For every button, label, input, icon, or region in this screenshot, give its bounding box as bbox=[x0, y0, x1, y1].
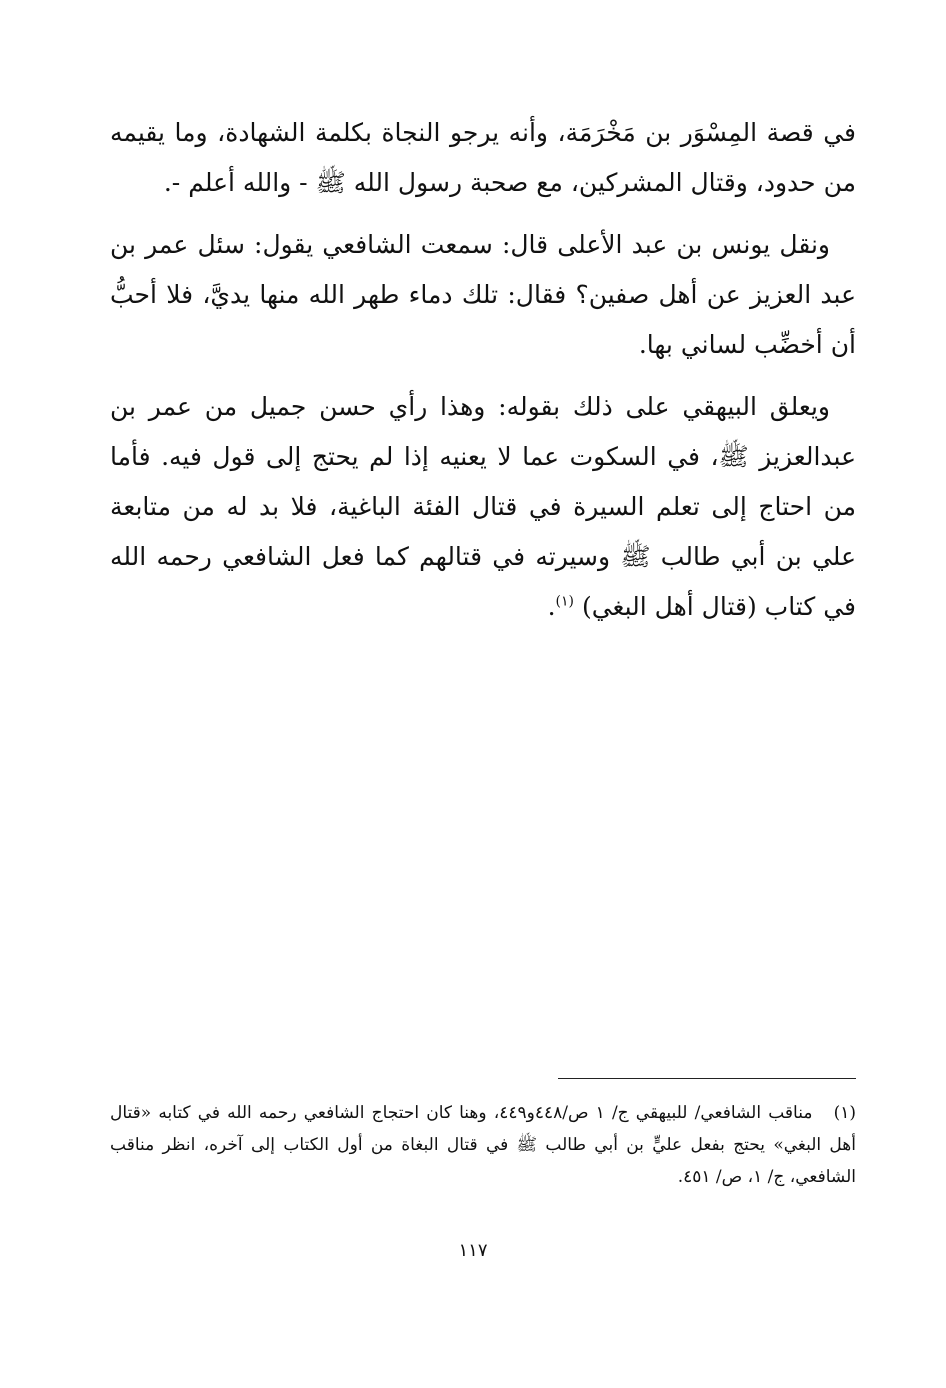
page-number: ١١٧ bbox=[458, 1240, 488, 1261]
paragraph-2-text: ونقل يونس بن عبد الأعلى قال: سمعت الشافعي يقول: سئل عمر بن عبد العزيز عن أهل صفين؟ فقال: تلك دماء طهر الله منها يديَّ، فلا أحبُّ أن أخضِّب لساني بها. bbox=[110, 230, 856, 359]
paragraph-2 bbox=[110, 220, 856, 370]
paragraph-3-end: . bbox=[547, 592, 556, 621]
paragraph-3 bbox=[110, 382, 856, 632]
footnote-separator bbox=[558, 1078, 856, 1079]
paragraph-3-text: ويعلق البيهقي على ذلك بقوله: وهذا رأي حسن جميل من عمر بن عبدالعزيز ﷺ، في السكوت عما لا يعنيه إذا لم يحتج إلى قول فيه. فأما من احتاج إلى تعلم السيرة في قتال الفئة الباغية، فلا بد له من متابعة علي بن أبي طالب ﷺ وسيرته في قتالهم كما فعل الشافعي رحمه الله في كتاب (قتال أهل البغي) bbox=[110, 392, 856, 621]
footnote-number: (١) bbox=[833, 1103, 856, 1123]
footnote bbox=[110, 1097, 856, 1193]
paragraph-1 bbox=[110, 108, 856, 208]
main-text bbox=[110, 108, 856, 632]
footnote-text: مناقب الشافعي/ للبيهقي ج/ ١ ص/٤٤٨و٤٤٩، وهنا كان احتجاج الشافعي رحمه الله في كتابه «قتال أهل البغي» يحتج بفعل عليٍّ بن أبي طالب ﷺ في قتال البغاة من أول الكتاب إلى آخره، انظر مناقب الشافعي، ج/ ١، ص/ ٤٥١. bbox=[110, 1103, 856, 1187]
paragraph-1-text: في قصة المِسْوَر بن مَخْرَمَة، وأنه يرجو النجاة بكلمة الشهادة، وما يقيمه من حدود، وقتال المشركين، مع صحبة رسول الله ﷺ - والله أعلم -. bbox=[110, 118, 856, 197]
footnote-reference[interactable]: (١) bbox=[555, 593, 575, 610]
